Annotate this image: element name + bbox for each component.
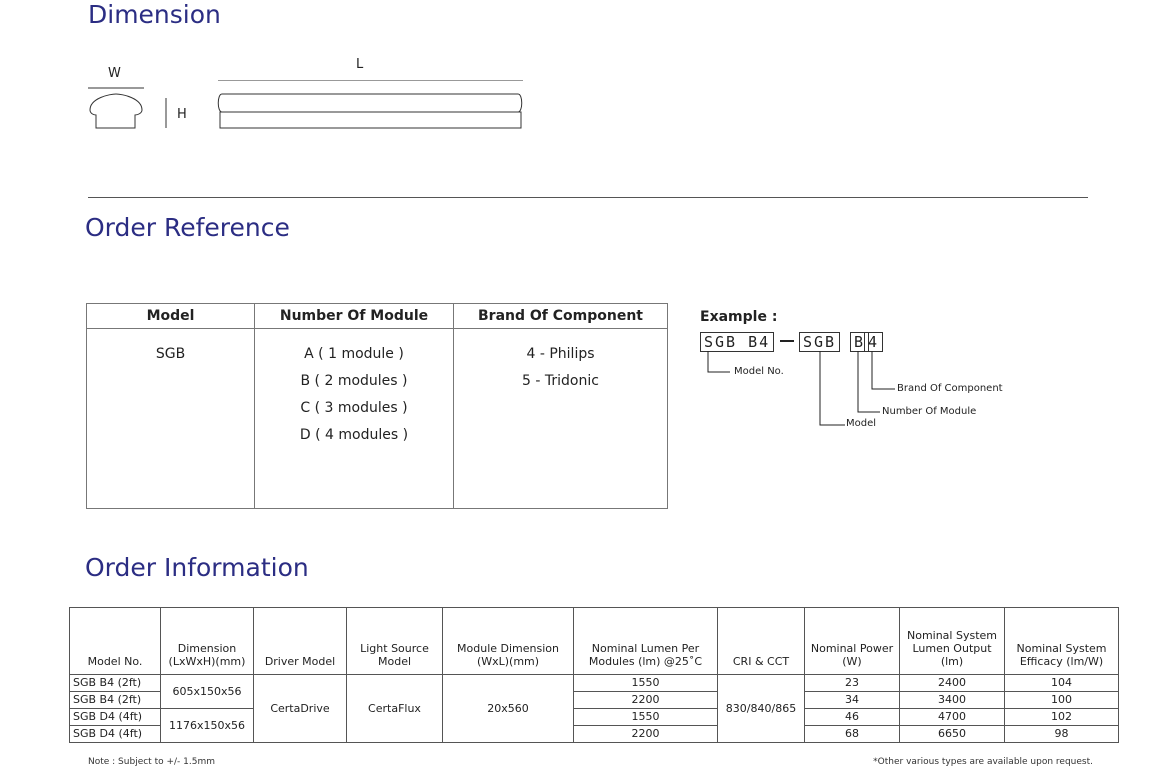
info-header-module-dimension: Module Dimension (WxL)(mm): [443, 608, 574, 675]
ref-module-option: A ( 1 module ): [304, 346, 404, 362]
row-lumen: 1550: [574, 675, 718, 692]
example-model-box: SGB: [799, 332, 840, 352]
order-reference-table: [86, 303, 668, 509]
row-power: 34: [805, 692, 900, 709]
example-label-module: Number Of Module: [882, 406, 977, 417]
ref-brand-cell: [454, 329, 668, 509]
note-left: Note : Subject to +/- 1.5mm: [88, 757, 215, 767]
ref-module-cell: [255, 329, 454, 509]
example-label-model-no: Model No.: [734, 366, 784, 377]
info-header-light-source: Light Source Model: [347, 608, 443, 675]
order-reference-title: Order Reference: [85, 213, 290, 242]
row-model: SGB B4 (2ft): [70, 692, 161, 709]
info-header-driver: Driver Model: [254, 608, 347, 675]
order-information-table: [69, 607, 1119, 743]
info-header-lumen: Nominal Lumen Per Modules (lm) @25˚C: [574, 608, 718, 675]
length-label: L: [356, 57, 364, 72]
example-label-model: Model: [846, 418, 877, 429]
ref-model-cell: [87, 329, 255, 509]
ref-module-option: D ( 4 modules ): [299, 427, 409, 443]
module-dimension: 20x560: [443, 675, 574, 743]
light-source-model: CertaFlux: [347, 675, 443, 743]
dimension-2ft: 605x150x56: [161, 675, 254, 709]
info-header-power: Nominal Power (W): [805, 608, 900, 675]
row-power: 46: [805, 709, 900, 726]
height-label: H: [177, 107, 187, 122]
table-row: [70, 675, 1119, 692]
info-header-model: Model No.: [70, 608, 161, 675]
table-row: [70, 709, 1119, 726]
info-header-efficacy: Nominal System Efficacy (lm/W): [1005, 608, 1119, 675]
ref-brand-option: 4 - Philips: [526, 346, 595, 362]
ref-brand-option: 5 - Tridonic: [522, 373, 599, 389]
section-divider: [88, 197, 1088, 198]
ref-header-brand: Brand Of Component: [454, 304, 668, 329]
row-efficacy: 102: [1005, 709, 1119, 726]
row-model: SGB D4 (4ft): [70, 726, 161, 743]
ref-header-model: Model: [87, 304, 255, 329]
row-efficacy: 100: [1005, 692, 1119, 709]
row-lumen: 2200: [574, 692, 718, 709]
example-connector-lines: [700, 330, 900, 430]
dimension-4ft: 1176x150x56: [161, 709, 254, 743]
row-lumen: 2200: [574, 726, 718, 743]
ref-model-value: SGB: [155, 346, 186, 362]
width-label: W: [108, 66, 121, 81]
example-title: Example :: [700, 309, 778, 325]
info-header-cri: CRI & CCT: [718, 608, 805, 675]
ref-module-option: C ( 3 modules ): [300, 400, 408, 416]
dimension-title: Dimension: [88, 0, 221, 29]
example-label-brand: Brand Of Component: [897, 383, 1003, 394]
profile-diagram: [80, 80, 540, 140]
driver-model: CertaDrive: [254, 675, 347, 743]
row-power: 23: [805, 675, 900, 692]
example-brand-box: 4: [864, 332, 883, 352]
info-header-dimension: Dimension (LxWxH)(mm): [161, 608, 254, 675]
info-header-output: Nominal System Lumen Output (lm): [900, 608, 1005, 675]
ref-module-option: B ( 2 modules ): [300, 373, 408, 389]
row-output: 2400: [900, 675, 1005, 692]
row-output: 3400: [900, 692, 1005, 709]
example-module-box: B: [850, 332, 869, 352]
row-output: 4700: [900, 709, 1005, 726]
cri-cct: 830/840/865: [718, 675, 805, 743]
ref-header-module: Number Of Module: [255, 304, 454, 329]
example-model-no-box: SGB B4: [700, 332, 774, 352]
row-lumen: 1550: [574, 709, 718, 726]
order-information-title: Order Information: [85, 553, 309, 582]
row-power: 68: [805, 726, 900, 743]
row-efficacy: 104: [1005, 675, 1119, 692]
row-model: SGB D4 (4ft): [70, 709, 161, 726]
row-output: 6650: [900, 726, 1005, 743]
row-efficacy: 98: [1005, 726, 1119, 743]
row-model: SGB B4 (2ft): [70, 675, 161, 692]
note-right: *Other various types are available upon request.: [873, 757, 1093, 767]
